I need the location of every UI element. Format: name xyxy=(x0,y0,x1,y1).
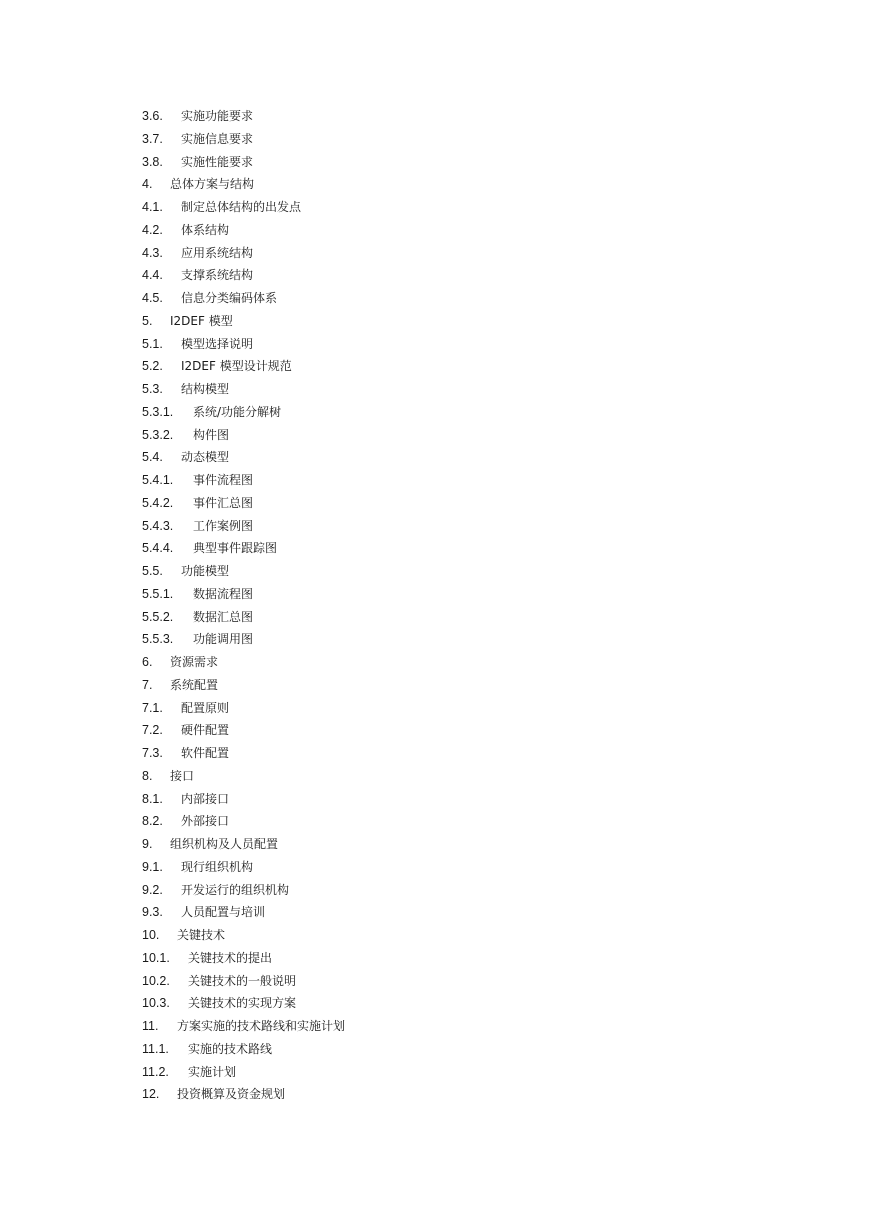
toc-entry-number: 5.3.2. xyxy=(142,427,174,442)
toc-entry[interactable] xyxy=(142,401,742,424)
toc-entry-title: 总体方案与结构 xyxy=(170,177,255,192)
toc-entry-title: 投资概算及资金规划 xyxy=(177,1087,286,1102)
toc-entry-title: 实施信息要求 xyxy=(181,131,254,146)
toc-entry-title: 关键技术 xyxy=(177,928,226,942)
toc-entry-number: 8. xyxy=(142,768,153,783)
toc-entry-title: 模型选择说明 xyxy=(181,336,254,351)
toc-entry[interactable] xyxy=(142,856,742,879)
toc-entry-title: 数据汇总图 xyxy=(193,609,254,624)
toc-entry-title: 资源需求 xyxy=(170,655,219,669)
toc-entry[interactable] xyxy=(142,628,742,651)
toc-entry-title: 关键技术的提出 xyxy=(188,950,273,965)
toc-entry-number: 4.3. xyxy=(142,245,163,260)
toc-entry[interactable] xyxy=(142,924,742,947)
toc-entry[interactable] xyxy=(142,970,742,993)
toc-entry[interactable] xyxy=(142,697,742,720)
toc-entry-title: 实施性能要求 xyxy=(181,154,254,169)
toc-entry-title: 人员配置与培训 xyxy=(181,905,266,920)
toc-entry-number: 11.1. xyxy=(142,1041,169,1056)
toc-entry-title: I2DEF 模型 xyxy=(170,313,233,328)
toc-entry[interactable] xyxy=(142,1061,742,1084)
toc-entry-title: 配置原则 xyxy=(181,700,230,715)
toc-entry[interactable] xyxy=(142,242,742,265)
toc-entry-number: 10.3. xyxy=(142,996,170,1011)
toc-entry-number: 8.1. xyxy=(142,791,163,806)
toc-entry-number: 5. xyxy=(142,313,153,328)
toc-entry[interactable] xyxy=(142,947,742,970)
toc-entry-title: 系统配置 xyxy=(170,677,219,692)
toc-entry-number: 4.4. xyxy=(142,268,163,283)
toc-entry-number: 5.5. xyxy=(142,564,163,578)
toc-entry-title: 硬件配置 xyxy=(181,723,230,738)
toc-entry[interactable] xyxy=(142,1038,742,1061)
toc-entry-number: 7.1. xyxy=(142,700,163,715)
toc-entry[interactable] xyxy=(142,378,742,401)
toc-entry[interactable] xyxy=(142,424,742,447)
toc-entry[interactable] xyxy=(142,264,742,287)
toc-entry[interactable] xyxy=(142,446,742,469)
toc-entry[interactable] xyxy=(142,287,742,310)
toc-entry-number: 4.5. xyxy=(142,291,163,305)
toc-entry[interactable] xyxy=(142,992,742,1015)
toc-entry-title: 系统/功能分解树 xyxy=(193,404,282,419)
toc-entry-number: 5.5.3. xyxy=(142,632,174,647)
toc-entry[interactable] xyxy=(142,765,742,788)
toc-entry[interactable] xyxy=(142,196,742,219)
toc-entry-title: 支撑系统结构 xyxy=(181,268,254,283)
toc-entry-number: 4.1. xyxy=(142,200,163,214)
toc-entry-title: 方案实施的技术路线和实施计划 xyxy=(177,1019,346,1033)
toc-entry-title: 开发运行的组织机构 xyxy=(181,882,290,897)
toc-entry-number: 5.4.1. xyxy=(142,473,174,487)
toc-entry[interactable] xyxy=(142,606,742,629)
toc-entry-number: 12. xyxy=(142,1087,160,1102)
toc-entry-number: 3.6. xyxy=(142,109,163,123)
toc-entry-title: 制定总体结构的出发点 xyxy=(181,200,302,214)
toc-entry-title: 接口 xyxy=(170,768,195,783)
toc-entry-title: 功能调用图 xyxy=(193,632,254,647)
toc-entry-title: 关键技术的实现方案 xyxy=(188,996,297,1011)
toc-entry-number: 10.1. xyxy=(142,950,170,965)
toc-entry-number: 11. xyxy=(142,1019,159,1033)
toc-entry[interactable] xyxy=(142,128,742,151)
toc-entry[interactable] xyxy=(142,105,742,128)
toc-entry-title: 实施计划 xyxy=(188,1064,237,1079)
toc-entry-number: 10. xyxy=(142,928,160,942)
toc-entry[interactable] xyxy=(142,901,742,924)
toc-entry-number: 9. xyxy=(142,837,153,851)
toc-entry-number: 5.4. xyxy=(142,450,163,465)
toc-entry-title: 信息分类编码体系 xyxy=(181,291,278,305)
toc-entry-title: 内部接口 xyxy=(181,791,230,806)
toc-entry[interactable] xyxy=(142,333,742,356)
toc-entry-title: 功能模型 xyxy=(181,564,230,578)
toc-entry[interactable] xyxy=(142,492,742,515)
toc-entry[interactable] xyxy=(142,788,742,811)
toc-entry-title: 软件配置 xyxy=(181,746,230,760)
toc-entry[interactable] xyxy=(142,719,742,742)
toc-entry-number: 5.2. xyxy=(142,359,163,374)
toc-entry-title: I2DEF 模型设计规范 xyxy=(181,359,292,374)
toc-entry-number: 5.1. xyxy=(142,336,163,351)
toc-entry[interactable] xyxy=(142,355,742,378)
toc-entry[interactable] xyxy=(142,742,742,765)
toc-entry[interactable] xyxy=(142,674,742,697)
toc-entry-number: 5.3. xyxy=(142,382,163,396)
toc-entry-title: 实施的技术路线 xyxy=(188,1041,273,1056)
toc-entry[interactable] xyxy=(142,151,742,174)
toc-entry[interactable] xyxy=(142,560,742,583)
toc-entry-title: 外部接口 xyxy=(181,814,230,829)
toc-entry-number: 3.7. xyxy=(142,131,163,146)
toc-entry[interactable] xyxy=(142,219,742,242)
toc-entry[interactable] xyxy=(142,833,742,856)
toc-entry-number: 5.4.3. xyxy=(142,518,174,533)
toc-entry-title: 关键技术的一般说明 xyxy=(188,973,297,988)
toc-entry-number: 6. xyxy=(142,655,153,669)
toc-entry-number: 10.2. xyxy=(142,973,170,988)
toc-entry-number: 5.5.1. xyxy=(142,586,174,601)
toc-entry[interactable] xyxy=(142,651,742,674)
toc-entry-number: 7.2. xyxy=(142,723,163,738)
table-of-contents xyxy=(142,105,742,1106)
toc-entry[interactable] xyxy=(142,173,742,196)
toc-entry-title: 组织机构及人员配置 xyxy=(170,837,279,851)
toc-entry-number: 9.1. xyxy=(142,859,163,874)
toc-entry-number: 5.4.4. xyxy=(142,541,174,556)
toc-entry-title: 体系结构 xyxy=(181,222,230,237)
toc-entry-number: 9.2. xyxy=(142,882,163,897)
toc-entry[interactable] xyxy=(142,537,742,560)
toc-entry-number: 5.5.2. xyxy=(142,609,174,624)
toc-entry-number: 5.3.1. xyxy=(142,404,174,419)
toc-entry-title: 典型事件跟踪图 xyxy=(193,541,278,556)
toc-entry[interactable] xyxy=(142,1083,742,1106)
toc-entry-title: 构件图 xyxy=(193,427,230,442)
toc-entry[interactable] xyxy=(142,469,742,492)
toc-entry[interactable] xyxy=(142,515,742,538)
toc-entry-title: 数据流程图 xyxy=(193,586,254,601)
toc-entry[interactable] xyxy=(142,879,742,902)
toc-entry-number: 4.2. xyxy=(142,222,163,237)
toc-entry-title: 现行组织机构 xyxy=(181,859,254,874)
toc-entry-title: 事件流程图 xyxy=(193,473,254,487)
toc-entry-number: 7.3. xyxy=(142,746,163,760)
toc-entry-title: 实施功能要求 xyxy=(181,109,254,123)
toc-entry-number: 9.3. xyxy=(142,905,163,920)
toc-entry-number: 7. xyxy=(142,677,153,692)
toc-entry[interactable] xyxy=(142,310,742,333)
toc-entry[interactable] xyxy=(142,583,742,606)
toc-entry-title: 事件汇总图 xyxy=(193,495,254,510)
toc-entry-number: 5.4.2. xyxy=(142,495,174,510)
toc-entry-number: 3.8. xyxy=(142,154,163,169)
toc-entry-title: 工作案例图 xyxy=(193,518,254,533)
toc-entry-title: 结构模型 xyxy=(181,382,230,396)
toc-entry[interactable] xyxy=(142,1015,742,1038)
toc-entry-number: 11.2. xyxy=(142,1064,169,1079)
toc-entry-title: 动态模型 xyxy=(181,450,230,465)
toc-entry[interactable] xyxy=(142,810,742,833)
toc-entry-number: 4. xyxy=(142,177,153,192)
toc-entry-title: 应用系统结构 xyxy=(181,245,254,260)
toc-entry-number: 8.2. xyxy=(142,814,163,829)
